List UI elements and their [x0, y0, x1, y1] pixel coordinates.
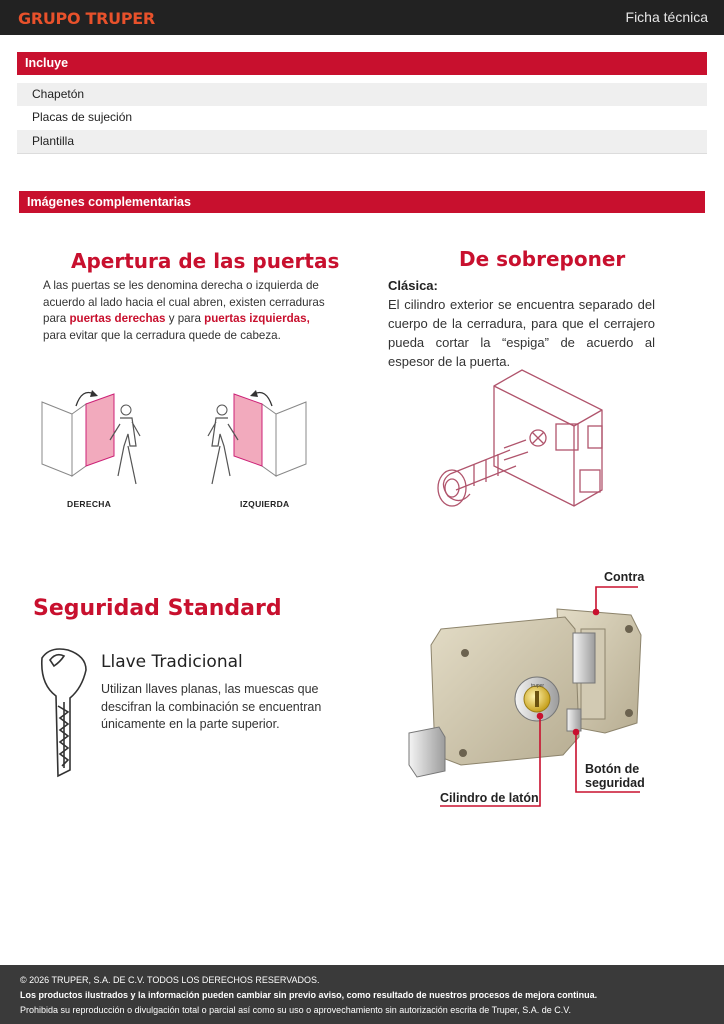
- text-fragment: y para: [165, 312, 205, 325]
- footer-notice: Los productos ilustrados y la información pueden cambiar sin previo aviso, como resultado de nuestros procesos de mejora continua.: [20, 990, 598, 1000]
- sobreponer-subtitle: Clásica:: [388, 278, 438, 293]
- apertura-title: Apertura de las puertas: [71, 249, 340, 273]
- footer-legal: Prohibida su reproducción o divulgación total o parcial así como su uso o aprovechamiento sin autorización escrita de Truper, S.A. de C.V.: [20, 1005, 571, 1015]
- callout-contra: Contra: [604, 570, 645, 584]
- highlight-derechas: puertas derechas: [69, 312, 166, 325]
- sobreponer-text: El cilindro exterior se encuentra separado del cuerpo de la cerradura, para que el cerrajero pueda cortar la “espiga” de acuerdo al espesor de la puerta.: [388, 297, 655, 369]
- text-fragment: para: [43, 312, 70, 325]
- text-line: A las puertas se les denomina derecha o izquierda de: [43, 279, 319, 292]
- incluye-title: Incluye: [25, 56, 69, 70]
- footer-copyright: © 2026 TRUPER, S.A. DE C.V. TODOS LOS DERECHOS RESERVADOS.: [20, 975, 320, 985]
- text-line: Utilizan llaves planas, las muescas que: [101, 682, 319, 696]
- sobreponer-title: De sobreponer: [459, 247, 626, 271]
- callout-line: Botón de: [585, 762, 640, 776]
- text-line: para evitar que la cerradura quede de cabeza.: [43, 328, 281, 342]
- label-izquierda: IZQUIERDA: [240, 499, 290, 509]
- list-item-label: Placas de sujeción: [32, 110, 133, 124]
- imagenes-title: Imágenes complementarias: [27, 195, 191, 209]
- text-line: acuerdo al lado hacia el cual abren, existen cerraduras: [43, 295, 325, 309]
- list-item-label: Plantilla: [32, 134, 75, 148]
- seguridad-subtitle: Llave Tradicional: [101, 652, 243, 672]
- footer: [0, 965, 724, 1024]
- text-line: únicamente en la parte superior.: [101, 717, 280, 731]
- label-derecha: DERECHA: [67, 499, 112, 509]
- page-type-label: Ficha técnica: [625, 9, 708, 25]
- list-item-label: Chapetón: [32, 87, 85, 101]
- text-line: descifran la combinación se encuentran: [101, 699, 322, 714]
- seguridad-title: Seguridad Standard: [33, 596, 282, 621]
- callout-boton-seguridad: [585, 762, 645, 790]
- highlight-izquierdas: puertas izquierdas,: [204, 312, 310, 325]
- callout-cilindro: Cilindro de latón: [440, 791, 539, 805]
- brand-logo: GRUPO TRUPER: [18, 9, 155, 28]
- cylinder-brand: truper: [531, 683, 545, 689]
- callout-line: seguridad: [585, 776, 645, 790]
